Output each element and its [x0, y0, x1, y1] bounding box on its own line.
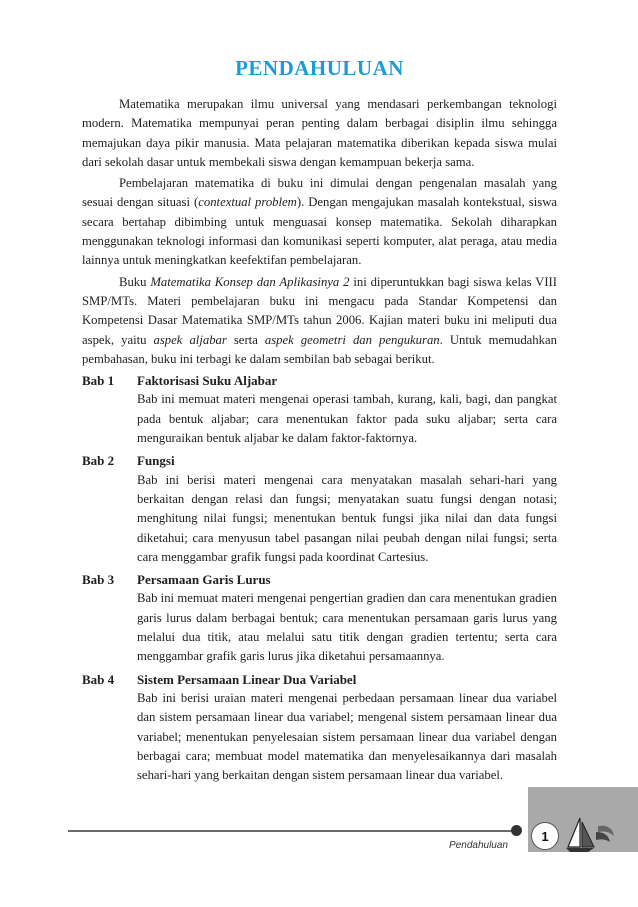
document-page — [82, 56, 557, 788]
chapter-description: Bab ini memuat materi mengenai operasi tambah, kurang, kali, bagi, dan pangkat pada bentuk aljabar; cara menentukan faktor pada suku aljabar; serta cara menguraikan bentuk aljabar ke dalam faktor-faktornya. — [137, 392, 557, 446]
chapter-number: Bab 4 — [82, 671, 115, 687]
chapter-description: Bab ini berisi uraian materi mengenai perbedaan persamaan linear dua variabel dan sistem persamaan linear dua variabel; mengenal sistem persamaan linear dua variabel; menentukan penyelesaian sistem persamaan linear dua variabel dengan berbagai cara; membuat model matematika dan menyelesaikannya dari masalah sehari-hari yang berkaitan dengan sistem persamaan linear dua variabel. — [137, 690, 557, 783]
intro-paragraph-3: Buku Matematika Konsep dan Aplikasinya 2 ini diperuntukkan bagi siswa kelas VIII SMP/MTs. Materi pembelajaran buku ini mengacu pada Standar Kompetensi dan Kompetensi Dasar Matematika SMP/MTs tahun 2006. Kajian materi buku ini meliputi dua aspek, yaitu aspek aljabar serta aspek geometri dan pengukuran. Untuk memudahkan pembahasan, buku ini terbagi ke dalam sembilan bab sebagai berikut. — [82, 274, 557, 366]
sailboat-logo-icon — [556, 814, 616, 854]
contextual-problem-term: contextual problem — [198, 195, 297, 210]
footer-divider — [68, 830, 518, 832]
chapter-description: Bab ini memuat materi mengenai pengertian gradien dan cara menentukan gradien garis lurus dalam berbagai bentuk; cara menentukan persamaan garis lurus yang melalui dua titik, atau melalui satu titik dengan gradien tertentu; serta cara menggambar grafik garis lurus jika diketahui persamaannya. — [137, 591, 557, 664]
intro-paragraph-2: Pembelajaran matematika di buku ini dimulai dengan pengenalan masalah yang sesuai dengan situasi (contextual problem). Dengan mengajukan masalah kontekstual, siswa secara bertahap dibimbing untuk menguasai konsep matematika. Sekolah diharapkan menggunakan teknologi informasi dan komunikasi seperti komputer, alat peraga, atau media lainnya untuk meningkatkan keefektifan pembelajaran. — [82, 176, 557, 268]
chapter-description: Bab ini berisi materi mengenai cara menyatakan masalah sehari-hari yang berkaitan dengan relasi dan fungsi; menyatakan suatu fungsi dengan notasi; menghitung nilai fungsi; menentukan bentuk fungsi jika nilai dan data fungsi diketahui; cara menyusun tabel pasangan nilai peubah dengan nilai fungsi; serta cara menggambar grafik fungsi pada koordinat Cartesius. — [137, 472, 557, 564]
footer-section-label: Pendahuluan — [449, 840, 508, 851]
chapter-number: Bab 2 — [82, 453, 115, 469]
page-number: 1 — [531, 822, 559, 850]
chapter-title: Persamaan Garis Lurus — [137, 572, 271, 588]
chapter-title: Faktorisasi Suku Aljabar — [137, 373, 278, 389]
intro-paragraph-1: Matematika merupakan ilmu universal yang mendasari perkembangan teknologi modern. Matematika mempunyai peran penting dalam berbagai disiplin ilmu sehingga memajukan daya pikir manusia. Mata pelajaran matematika diberikan kepada siswa mulai dari sekolah dasar untuk membekali siswa dengan kemampuan bekerja sama. — [82, 97, 557, 169]
page-title: PENDAHULUAN — [235, 56, 404, 80]
aspect-geometry: aspek geometri dan pengukuran — [264, 332, 440, 347]
footer-bullet-icon — [511, 825, 522, 836]
aspect-algebra: aspek aljabar — [153, 332, 227, 347]
chapter-item — [82, 570, 557, 666]
book-title: Matematika Konsep dan Aplikasinya 2 — [150, 274, 350, 289]
chapter-title: Sistem Persamaan Linear Dua Variabel — [137, 671, 357, 687]
chapter-title: Fungsi — [137, 453, 175, 469]
chapter-number: Bab 3 — [82, 572, 115, 588]
chapter-item — [82, 670, 557, 786]
chapter-item — [82, 371, 557, 448]
chapter-list — [82, 371, 557, 785]
chapter-item — [82, 451, 557, 567]
chapter-number: Bab 1 — [82, 373, 115, 389]
